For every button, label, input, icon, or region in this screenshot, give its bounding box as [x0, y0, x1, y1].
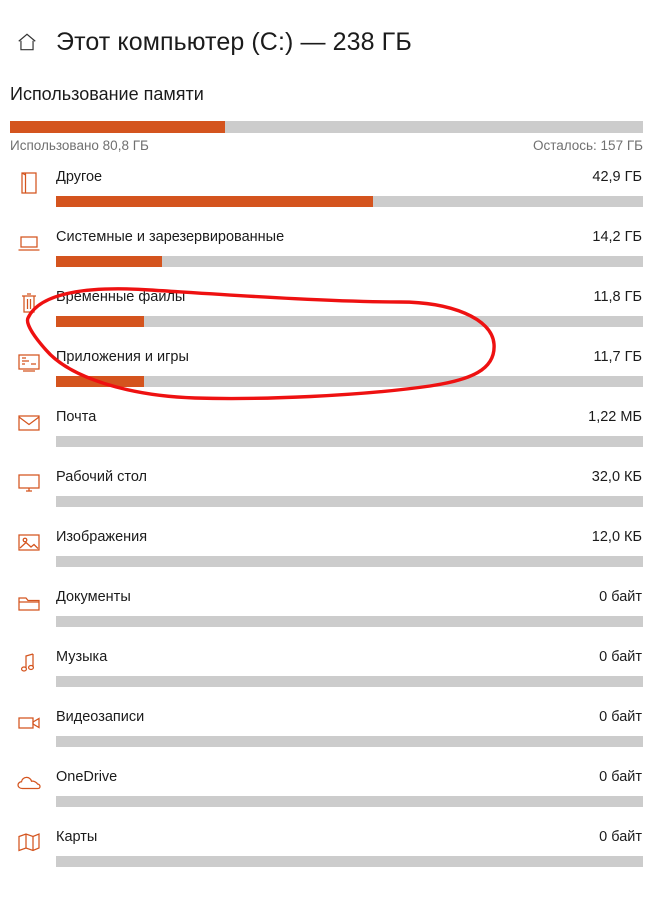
- storage-category-row[interactable]: [10, 579, 643, 639]
- documents-icon: [12, 587, 46, 619]
- overall-usage: [10, 121, 643, 153]
- storage-category-row[interactable]: [10, 159, 643, 219]
- category-size: 0 байт: [599, 769, 642, 785]
- page-header: [0, 0, 653, 62]
- apps-icon: [12, 347, 46, 379]
- category-header: [56, 589, 643, 605]
- category-bar-fill: [56, 196, 373, 207]
- category-label: Приложения и игры: [56, 349, 189, 365]
- category-bar-fill: [56, 256, 162, 267]
- category-bar-track: [56, 556, 643, 567]
- category-size: 0 байт: [599, 649, 642, 665]
- storage-category-row[interactable]: [10, 459, 643, 519]
- category-size: 11,8 ГБ: [593, 289, 642, 305]
- storage-category-row[interactable]: [10, 399, 643, 459]
- category-size: 0 байт: [599, 709, 642, 725]
- category-header: [56, 229, 643, 245]
- trash-icon: [12, 287, 46, 319]
- category-bar-track: [56, 676, 643, 687]
- category-bar-track: [56, 856, 643, 867]
- category-bar-track: [56, 616, 643, 627]
- category-size: 11,7 ГБ: [593, 349, 642, 365]
- category-bar-track: [56, 196, 643, 207]
- music-icon: [12, 647, 46, 679]
- category-header: [56, 709, 643, 725]
- category-size: 32,0 КБ: [591, 469, 642, 485]
- used-label: Использовано 80,8 ГБ: [10, 138, 149, 153]
- video-icon: [12, 707, 46, 739]
- category-size: 42,9 ГБ: [592, 169, 642, 185]
- category-header: [56, 169, 643, 185]
- category-label: Музыка: [56, 649, 108, 665]
- monitor-icon: [12, 467, 46, 499]
- category-bar-track: [56, 436, 643, 447]
- category-size: 0 байт: [599, 589, 642, 605]
- category-header: [56, 829, 643, 845]
- category-header: [56, 289, 643, 305]
- category-header: [56, 769, 643, 785]
- storage-category-row[interactable]: [10, 279, 643, 339]
- category-label: Другое: [56, 169, 103, 185]
- category-size: 0 байт: [599, 829, 642, 845]
- category-size: 1,22 МБ: [588, 409, 642, 425]
- overall-bar-track: [10, 121, 643, 133]
- category-bar-track: [56, 796, 643, 807]
- storage-category-row[interactable]: [10, 219, 643, 279]
- section-title: Использование памяти: [10, 84, 204, 104]
- category-header: [56, 649, 643, 665]
- category-label: OneDrive: [56, 769, 118, 785]
- page-title: Этот компьютер (C:) — 238 ГБ: [56, 27, 412, 56]
- book-icon: [12, 167, 46, 199]
- storage-category-row[interactable]: [10, 699, 643, 759]
- category-label: Системные и зарезервированные: [56, 229, 285, 245]
- storage-category-row[interactable]: [10, 759, 643, 819]
- pictures-icon: [12, 527, 46, 559]
- onedrive-icon: [12, 767, 46, 799]
- category-header: [56, 409, 643, 425]
- category-label: Рабочий стол: [56, 469, 148, 485]
- category-bar-track: [56, 316, 643, 327]
- category-label: Документы: [56, 589, 131, 605]
- category-header: [56, 349, 643, 365]
- storage-category-row[interactable]: [10, 339, 643, 399]
- category-bar-track: [56, 256, 643, 267]
- overall-labels: [10, 138, 643, 153]
- category-size: 14,2 ГБ: [592, 229, 642, 245]
- category-bar-track: [56, 736, 643, 747]
- category-label: Карты: [56, 829, 98, 845]
- category-bar-fill: [56, 376, 144, 387]
- category-bar-track: [56, 496, 643, 507]
- mail-icon: [12, 407, 46, 439]
- category-bar-track: [56, 376, 643, 387]
- category-header: [56, 469, 643, 485]
- free-label: Осталось: 157 ГБ: [532, 138, 643, 153]
- storage-category-row[interactable]: [10, 819, 643, 879]
- category-label: Видеозаписи: [56, 709, 145, 725]
- category-size: 12,0 КБ: [591, 529, 642, 545]
- category-bar-fill: [56, 316, 144, 327]
- storage-category-row[interactable]: [10, 519, 643, 579]
- overall-bar-fill: [10, 121, 225, 133]
- category-label: Временные файлы: [56, 289, 186, 305]
- category-header: [56, 529, 643, 545]
- laptop-icon: [12, 227, 46, 259]
- category-label: Изображения: [56, 529, 148, 545]
- category-label: Почта: [56, 409, 97, 425]
- home-icon[interactable]: [10, 25, 44, 59]
- storage-category-row[interactable]: [10, 639, 643, 699]
- maps-icon: [12, 827, 46, 859]
- category-list: [0, 159, 653, 879]
